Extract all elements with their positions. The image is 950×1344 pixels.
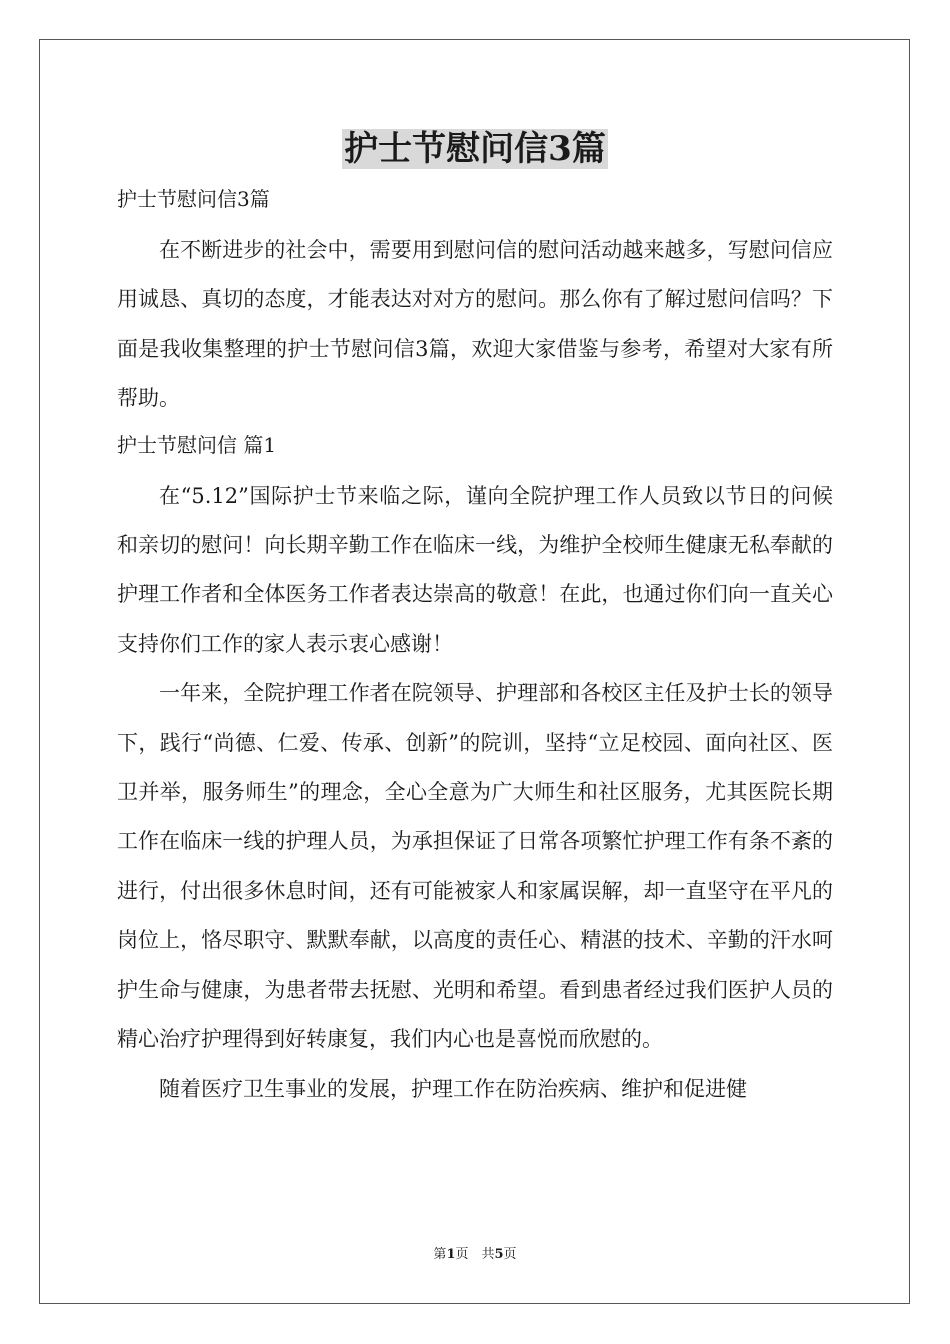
body-paragraph-3: 随着医疗卫生事业的发展，护理工作在防治疾病、维护和促进健	[159, 1076, 747, 1101]
footer-total-pages: 5	[494, 1247, 504, 1262]
body-paragraph-2: 一年来，全院护理工作者在院领导、护理部和各校区主任及护士长的领导下，践行“尚德、仁爱、传承、创新”的院训，坚持“立足校园、面向社区、医卫并举，服务师生”的理念，全心全意为广大师生和社区服务，尤其医院长期工作在临床一线的护理人员，为承担保证了日常各项繁忙护理工作有条不紊的进行，付出很多休息时间，还有可能被家人和家属误解，却一直坚守在平凡的岗位上，恪尽职守、默默奉献，以高度的责任心、精湛的技术、辛勤的汗水呵护生命与健康，为患者带去抚慰、光明和希望。看到患者经过我们医护人员的精心治疗护理得到好转康复，我们内心也是喜悦而欣慰的。	[117, 681, 833, 1052]
section-heading: 护士节慰问信 篇1	[117, 432, 277, 457]
footer-prefix: 第	[433, 1247, 447, 1262]
footer-suffix: 页	[503, 1247, 517, 1262]
footer-current-page: 1	[446, 1247, 456, 1262]
intro-paragraph: 在不断进步的社会中，需要用到慰问信的慰问活动越来越多，写慰问信应用诚恳、真切的态度，才能表达对对方的慰问。那么你有了解过慰问信吗？下面是我收集整理的护士节慰问信3篇，欢迎大家借鉴与参考，希望对大家有所帮助。	[117, 238, 833, 411]
document-subtitle: 护士节慰问信3篇	[117, 187, 270, 211]
footer-mid: 页 共	[455, 1247, 495, 1262]
body-paragraph-1: 在“5.12”国际护士节来临之际，谨向全院护理工作人员致以节日的问候和亲切的慰问！向长期辛勤工作在临床一线，为维护全校师生健康无私奉献的护理工作者和全体医务工作者表达崇高的敬意！在此，也通过你们向一直关心支持你们工作的家人表示衷心感谢！	[117, 483, 833, 656]
document-body	[117, 178, 833, 1114]
page-footer	[0, 1246, 950, 1264]
document-title-text: 护士节慰问信3篇	[344, 129, 606, 169]
document-title	[0, 127, 950, 171]
